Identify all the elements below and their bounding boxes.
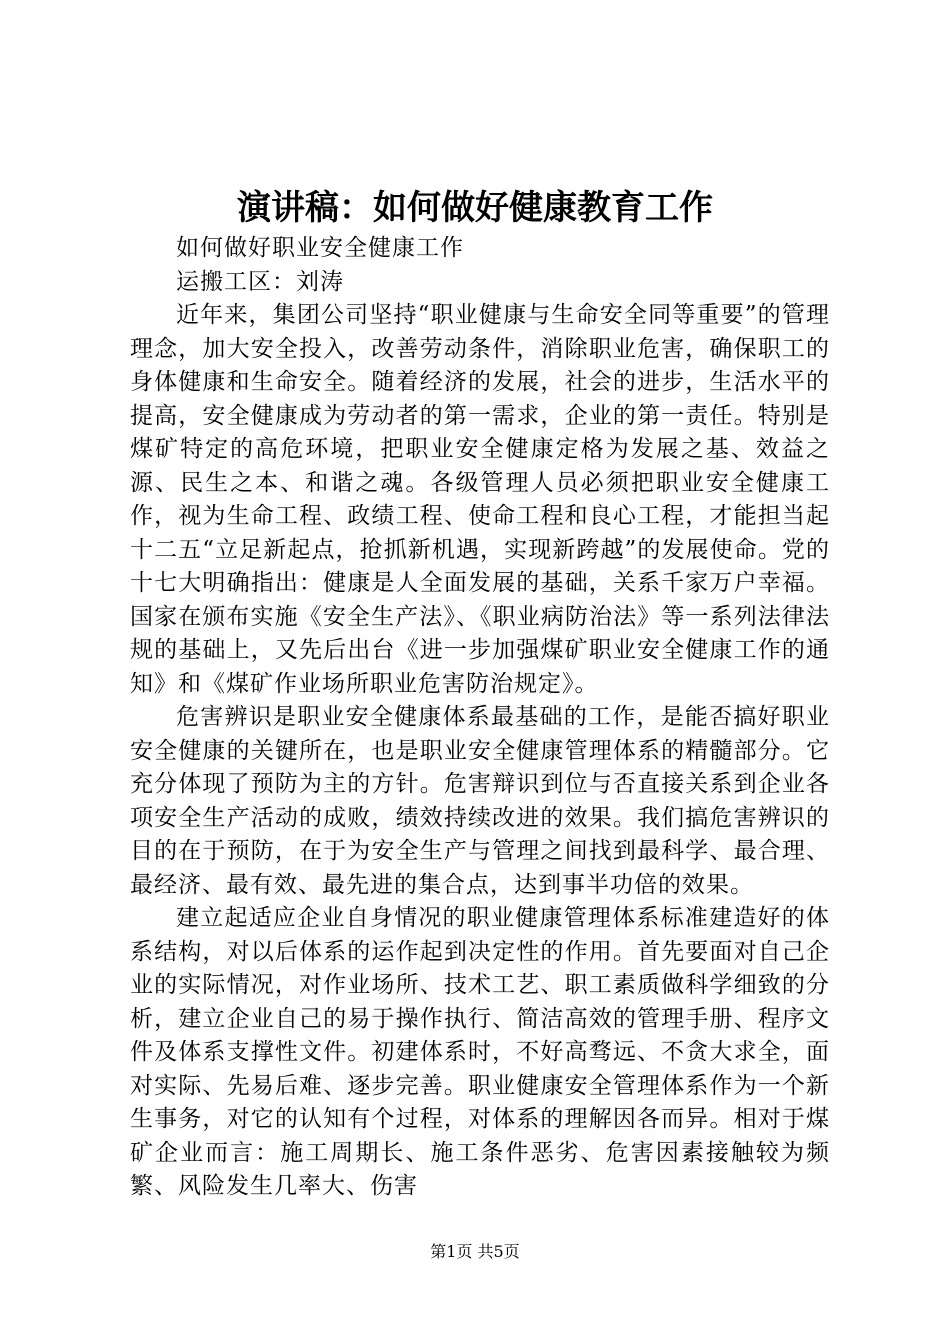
- author-line: 运搬工区：刘涛: [176, 268, 344, 295]
- paragraph: 建立起适应企业自身情况的职业健康管理体系标准建造好的体系结构，对以后体系的运作起到决定性的作用。首先要面对自己企业的实际情况，对作业场所、技术工艺、职工素质做科学细致的分析，建立企业自己的易于操作执行、简洁高效的管理手册、程序文件及体系支撑性文件。初建体系时，不好高骛远、不贪大求全，面对实际、先易后难、逐步完善。职业健康安全管理体系作为一个新生事务，对它的认知有个过程，对体系的理解因各而异。相对于煤矿企业而言：施工周期长、施工条件恶劣、危害因素接触较为频繁、风险发生几率大、伤害: [130, 905, 830, 1199]
- document-title: 演讲稿：如何做好健康教育工作: [237, 188, 713, 228]
- page-number-footer: 第1页 共5页: [430, 1242, 520, 1261]
- document-body: [130, 232, 830, 1204]
- paragraph: 近年来，集团公司坚持“职业健康与生命安全同等重要”的管理理念，加大安全投入，改善劳动条件，消除职业危害，确保职工的身体健康和生命安全。随着经济的发展，社会的进步，生活水平的提高，安全健康成为劳动者的第一需求，企业的第一责任。特别是煤矿特定的高危环境，把职业安全健康定格为发展之基、效益之源、民生之本、和谐之魂。各级管理人员必须把职业安全健康工作，视为生命工程、政绩工程、使命工程和良心工程，才能担当起十二五“立足新起点，抢抓新机遇，实现新跨越”的发展使命。党的十七大明确指出：健康是人全面发展的基础，关系千家万户幸福。国家在颁布实施《安全生产法》、《职业病防治法》等一系列法律法规的基础上，又先后出台《进一步加强煤矿职业安全健康工作的通知》和《煤矿作业场所职业危害防治规定》。: [130, 302, 830, 697]
- subtitle-line: 如何做好职业安全健康工作: [176, 235, 464, 261]
- paragraph: 危害辨识是职业安全健康体系最基础的工作，是能否搞好职业安全健康的关键所在，也是职业安全健康管理体系的精髓部分。它充分体现了预防为主的方针。危害辩识到位与否直接关系到企业各项安全生产活动的成败，绩效持续改进的效果。我们搞危害辨识的目的在于预防，在于为安全生产与管理之间找到最科学、最合理、最经济、最有效、最先进的集合点，达到事半功倍的效果。: [130, 704, 830, 898]
